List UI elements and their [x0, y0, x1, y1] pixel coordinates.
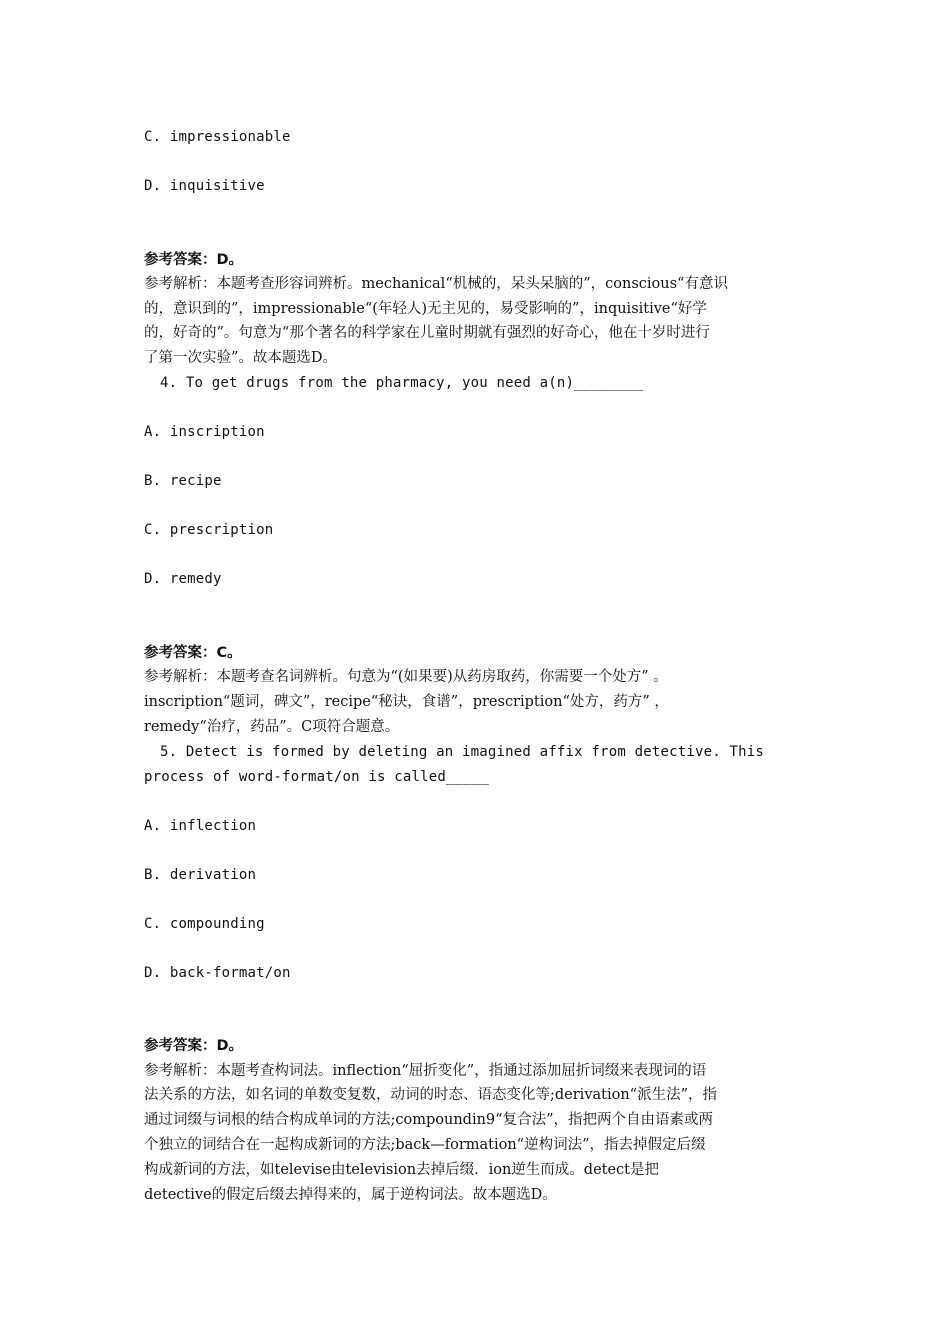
- q4-question: 4. To get drugs from the pharmacy, you need a(n)________: [160, 375, 644, 391]
- q5-explanation-line-2: 法关系的方法，如名词的单数变复数，动词的时态、语态变化等;derivation“派生法”，指: [144, 1087, 718, 1103]
- q5-option-b: B. derivation: [144, 867, 257, 883]
- q4-explanation-line-1: 参考解析：本题考查名词辨析。句意为“(如果要)从药房取药，你需要一个处方” 。: [144, 669, 668, 685]
- q5-option-d: D. back-format/on: [144, 965, 291, 981]
- q5-question-line-1: 5. Detect is formed by deleting an imagined affix from detective. This: [160, 744, 765, 760]
- q4-explanation-line-2: inscription“题词，碑文”，recipe“秘诀，食谱”，prescription“处方，药方” ，: [144, 694, 669, 710]
- q3-explanation-line-1: 参考解析：本题考查形容词辨析。mechanical“机械的，呆头呆脑的”，conscious“有意识: [144, 276, 728, 292]
- q4-explanation-line-3: remedy“治疗，药品”。C项符合题意。: [144, 719, 400, 735]
- q4-option-d: D. remedy: [144, 571, 222, 587]
- q3-explanation-line-4: 了第一次实验”。故本题选D。: [144, 350, 338, 366]
- q5-question-line-2: process of word-format/on is called_____: [144, 769, 490, 785]
- q5-explanation-line-3: 通过词缀与词根的结合构成单词的方法;compoundin9“复合法”，指把两个自由语素或两: [144, 1112, 713, 1128]
- q5-option-a: A. inflection: [144, 818, 257, 834]
- q5-answer: 参考答案：D。: [144, 1038, 244, 1054]
- q4-option-a: A. inscription: [144, 424, 265, 440]
- q5-option-c: C. compounding: [144, 916, 265, 932]
- q3-option-c: C. impressionable: [144, 129, 291, 145]
- q3-explanation-line-3: 的，好奇的”。句意为“那个著名的科学家在儿童时期就有强烈的好奇心，他在十岁时进行: [144, 325, 710, 341]
- q3-answer: 参考答案：D。: [144, 252, 244, 268]
- q5-explanation-line-4: 个独立的词结合在一起构成新词的方法;back—formation“逆构词法”，指去掉假定后缀: [144, 1137, 706, 1153]
- q3-option-d: D. inquisitive: [144, 178, 265, 194]
- q5-explanation-line-6: detective的假定后缀去掉得来的，属于逆构词法。故本题选D。: [144, 1187, 557, 1203]
- q3-explanation-line-2: 的，意识到的”，impressionable“(年轻人)无主见的，易受影响的”，inquisitive“好学: [144, 301, 707, 317]
- q4-option-b: B. recipe: [144, 473, 222, 489]
- q5-explanation-line-1: 参考解析：本题考查构词法。inflection“屈折变化”，指通过添加屈折词缀来表现词的语: [144, 1063, 707, 1079]
- q4-answer: 参考答案：C。: [144, 645, 242, 661]
- q4-option-c: C. prescription: [144, 522, 274, 538]
- q5-explanation-line-5: 构成新词的方法，如televise由television去掉后缀．ion逆生而成。detect是把: [144, 1162, 660, 1178]
